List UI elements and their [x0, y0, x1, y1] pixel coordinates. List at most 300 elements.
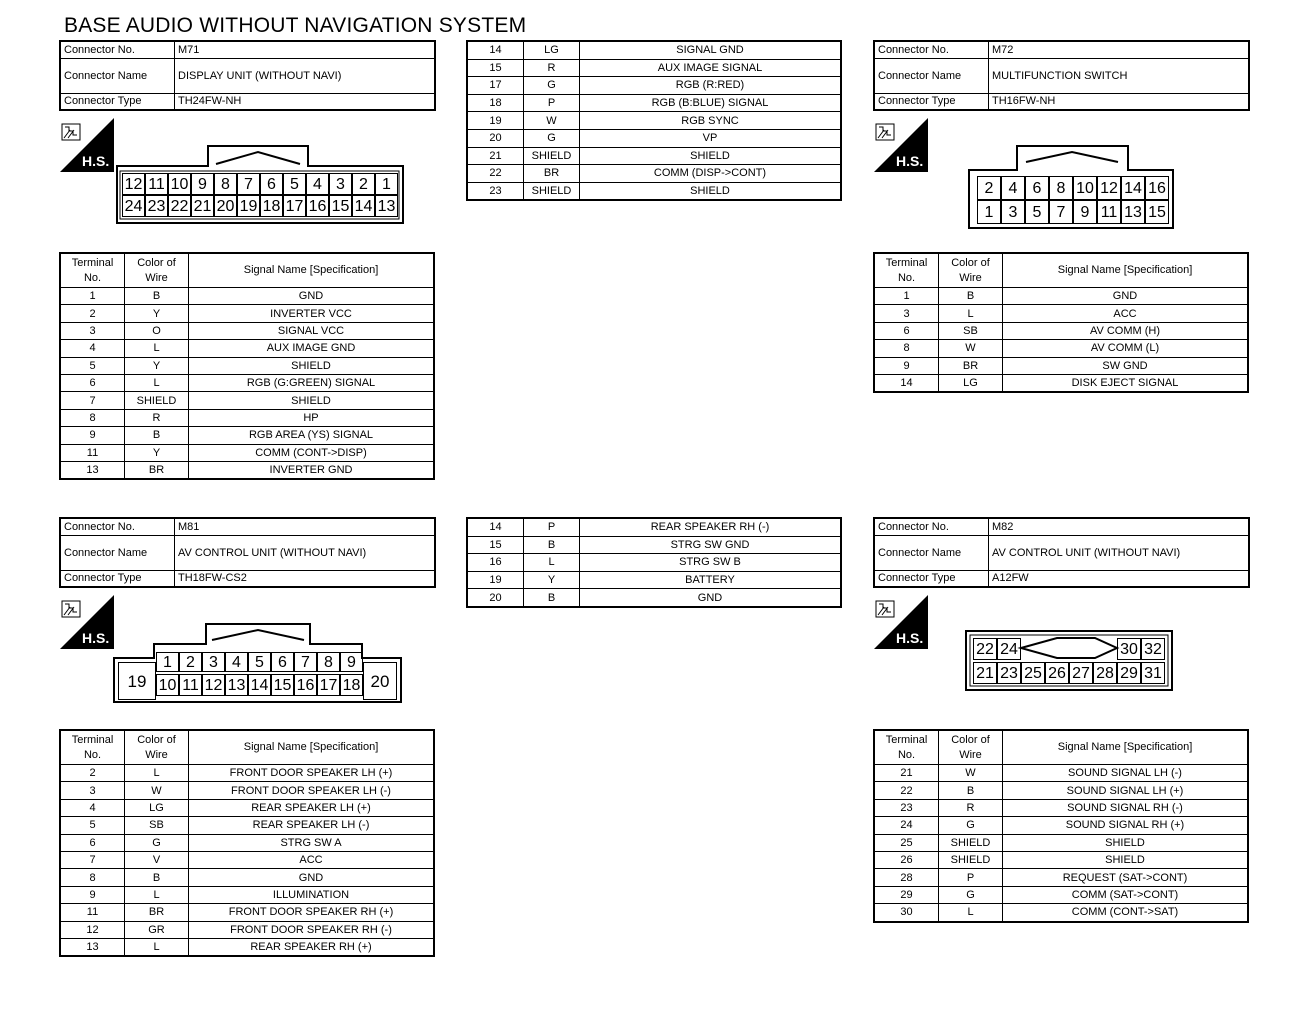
- signal-name-cell: COMM (CONT->DISP): [189, 444, 435, 461]
- signal-name-cell: HP: [189, 409, 435, 426]
- m72-signal-table: [873, 252, 1249, 393]
- wire-color-cell: L: [125, 765, 189, 782]
- table-header-row: [60, 253, 434, 288]
- connector-pin: 3: [1001, 200, 1025, 224]
- connector-pin: 19: [237, 195, 260, 217]
- m72-connector-info: [873, 40, 1250, 111]
- connector-pin: 20: [363, 662, 397, 700]
- connector-no-value: M71: [175, 41, 436, 58]
- wire-color-cell: B: [125, 427, 189, 444]
- signal-name-cell: INVERTER GND: [189, 461, 435, 479]
- wire-color-cell: L: [125, 374, 189, 391]
- signal-name-cell: STRG SW B: [580, 554, 842, 572]
- connector-pin: 28: [1093, 662, 1117, 684]
- m81-connector-info: [59, 517, 436, 588]
- table-row: [60, 444, 434, 461]
- wire-color-cell: G: [524, 77, 580, 95]
- signal-name-cell: GND: [189, 288, 435, 305]
- wire-color-cell: B: [125, 869, 189, 886]
- wire-color-cell: G: [939, 886, 1003, 903]
- terminal-no-cell: 12: [60, 921, 125, 938]
- terminal-no-cell: 15: [467, 59, 524, 77]
- table-row: [60, 340, 434, 357]
- table-row: [467, 41, 841, 59]
- connector-pin: 14: [1121, 176, 1145, 200]
- signal-name-header: Signal Name [Specification]: [189, 730, 435, 765]
- terminal-no-cell: 15: [467, 536, 524, 554]
- color-of-wire-header: Color of Wire: [125, 253, 189, 288]
- connector-pin: 5: [248, 652, 271, 672]
- terminal-no-cell: 3: [60, 782, 125, 799]
- signal-name-cell: GND: [189, 869, 435, 886]
- terminal-no-header: Terminal No.: [874, 253, 939, 288]
- terminal-no-cell: 16: [467, 554, 524, 572]
- connector-type-value: A12FW: [989, 570, 1250, 587]
- signal-name-cell: SW GND: [1003, 357, 1249, 374]
- wire-color-cell: L: [125, 886, 189, 903]
- terminal-no-cell: 22: [467, 165, 524, 183]
- connector-pin: 16: [1145, 176, 1169, 200]
- signal-name-cell: REAR SPEAKER LH (-): [189, 817, 435, 834]
- connector-pin: 7: [237, 173, 260, 195]
- signal-name-cell: STRG SW GND: [580, 536, 842, 554]
- signal-name-cell: FRONT DOOR SPEAKER LH (+): [189, 765, 435, 782]
- signal-name-cell: SIGNAL VCC: [189, 322, 435, 339]
- table-row: [60, 869, 434, 886]
- wire-color-cell: SB: [125, 817, 189, 834]
- signal-name-header: Signal Name [Specification]: [1003, 730, 1249, 765]
- wire-color-cell: SHIELD: [939, 834, 1003, 851]
- table-row: [60, 461, 434, 479]
- signal-name-cell: RGB AREA (YS) SIGNAL: [189, 427, 435, 444]
- wire-color-cell: B: [524, 589, 580, 607]
- terminal-no-cell: 13: [60, 461, 125, 479]
- connector-pin: 10: [156, 674, 179, 696]
- terminal-no-cell: 14: [874, 374, 939, 392]
- color-of-wire-header: Color of Wire: [125, 730, 189, 765]
- table-row: [60, 817, 434, 834]
- wire-color-cell: Y: [125, 357, 189, 374]
- terminal-no-cell: 6: [60, 834, 125, 851]
- terminal-no-cell: 22: [874, 782, 939, 799]
- connector-pin: 12: [202, 674, 225, 696]
- hs-label: H.S.: [82, 153, 110, 169]
- table-row: [874, 799, 1248, 816]
- connector-pin: 6: [271, 652, 294, 672]
- connector-pin: 4: [1001, 176, 1025, 200]
- connector-pin: 9: [191, 173, 214, 195]
- connector-pin: 5: [283, 173, 306, 195]
- connector-pin: 8: [1049, 176, 1073, 200]
- signal-name-cell: COMM (SAT->CONT): [1003, 886, 1249, 903]
- signal-name-cell: SIGNAL GND: [580, 41, 842, 59]
- table-row: [467, 536, 841, 554]
- wire-color-cell: L: [125, 938, 189, 956]
- signal-name-cell: SHIELD: [1003, 851, 1249, 868]
- table-row: [60, 409, 434, 426]
- harness-side-icon: [874, 595, 928, 649]
- wire-color-cell: O: [125, 322, 189, 339]
- signal-name-cell: FRONT DOOR SPEAKER RH (-): [189, 921, 435, 938]
- signal-name-cell: INVERTER VCC: [189, 305, 435, 322]
- table-row: [60, 921, 434, 938]
- signal-name-cell: AV COMM (L): [1003, 340, 1249, 357]
- connector-pin: 11: [179, 674, 202, 696]
- connector-pin: 14: [352, 195, 375, 217]
- signal-name-cell: AUX IMAGE SIGNAL: [580, 59, 842, 77]
- signal-name-cell: SOUND SIGNAL LH (-): [1003, 765, 1249, 782]
- connector-name-label: Connector Name: [60, 58, 175, 93]
- m82-signal-table: [873, 729, 1249, 923]
- connector-pin: 32: [1141, 638, 1165, 660]
- signal-name-cell: DISK EJECT SIGNAL: [1003, 374, 1249, 392]
- table-row: [60, 886, 434, 903]
- connector-pin: 24: [997, 638, 1021, 660]
- signal-name-cell: SHIELD: [580, 147, 842, 165]
- connector-pin: 7: [1049, 200, 1073, 224]
- terminal-no-header: Terminal No.: [874, 730, 939, 765]
- terminal-no-cell: 4: [60, 340, 125, 357]
- terminal-no-cell: 11: [60, 444, 125, 461]
- terminal-no-cell: 17: [467, 77, 524, 95]
- terminal-no-cell: 5: [60, 357, 125, 374]
- m82-connector-diagram: [965, 630, 1175, 692]
- table-row: [874, 765, 1248, 782]
- wire-color-cell: G: [125, 834, 189, 851]
- terminal-no-cell: 6: [874, 322, 939, 339]
- connector-pin: 6: [260, 173, 283, 195]
- connector-no-value: M81: [175, 518, 436, 535]
- signal-name-cell: STRG SW A: [189, 834, 435, 851]
- wire-color-cell: V: [125, 851, 189, 868]
- wire-color-cell: P: [524, 518, 580, 536]
- signal-name-cell: SHIELD: [580, 182, 842, 200]
- terminal-no-cell: 7: [60, 392, 125, 409]
- connector-pin: 1: [977, 200, 1001, 224]
- wire-color-cell: LG: [939, 374, 1003, 392]
- connector-pin: 15: [271, 674, 294, 696]
- signal-name-cell: GND: [580, 589, 842, 607]
- table-row: [874, 904, 1248, 922]
- harness-side-icon: [60, 118, 114, 172]
- connector-pin: 26: [1045, 662, 1069, 684]
- table-row: [60, 357, 434, 374]
- terminal-no-cell: 19: [467, 112, 524, 130]
- table-row: [60, 782, 434, 799]
- connector-pin: 2: [977, 176, 1001, 200]
- connector-pin: 1: [156, 652, 179, 672]
- wire-color-cell: R: [125, 409, 189, 426]
- signal-name-cell: RGB (R:RED): [580, 77, 842, 95]
- table-row: [467, 518, 841, 536]
- table-row: [60, 851, 434, 868]
- harness-side-icon: [874, 118, 928, 172]
- connector-pin: 23: [145, 195, 168, 217]
- connector-no-label: Connector No.: [60, 41, 175, 58]
- terminal-no-cell: 8: [60, 869, 125, 886]
- connector-no-value: M72: [989, 41, 1250, 58]
- table-row: [467, 129, 841, 147]
- connector-pin: 8: [317, 652, 340, 672]
- m82-connector-info: [873, 517, 1250, 588]
- connector-pin: 8: [214, 173, 237, 195]
- signal-name-cell: BATTERY: [580, 571, 842, 589]
- connector-name-label: Connector Name: [874, 58, 989, 93]
- connector-pin: 3: [202, 652, 225, 672]
- connector-pin: 4: [306, 173, 329, 195]
- table-header-row: [874, 253, 1248, 288]
- connector-pin: 23: [997, 662, 1021, 684]
- signal-name-cell: SHIELD: [189, 392, 435, 409]
- m72-connector-diagram: [968, 144, 1176, 230]
- terminal-no-cell: 28: [874, 869, 939, 886]
- m81-connector-diagram: [112, 622, 404, 704]
- signal-name-cell: SOUND SIGNAL RH (+): [1003, 817, 1249, 834]
- table-row: [874, 782, 1248, 799]
- table-row: [874, 886, 1248, 903]
- terminal-no-cell: 1: [874, 288, 939, 305]
- wire-color-cell: LG: [125, 799, 189, 816]
- table-row: [467, 165, 841, 183]
- signal-name-cell: ILLUMINATION: [189, 886, 435, 903]
- terminal-no-cell: 5: [60, 817, 125, 834]
- connector-pin: 10: [168, 173, 191, 195]
- table-row: [874, 851, 1248, 868]
- signal-name-cell: REAR SPEAKER RH (-): [580, 518, 842, 536]
- wire-color-cell: B: [939, 288, 1003, 305]
- signal-name-cell: RGB (G:GREEN) SIGNAL: [189, 374, 435, 391]
- signal-name-cell: FRONT DOOR SPEAKER LH (-): [189, 782, 435, 799]
- connector-pin: 15: [1145, 200, 1169, 224]
- connector-pin: 5: [1025, 200, 1049, 224]
- connector-pin: 9: [340, 652, 363, 672]
- connector-pin: 27: [1069, 662, 1093, 684]
- table-row: [874, 834, 1248, 851]
- connector-pin: 11: [1097, 200, 1121, 224]
- connector-pin: 10: [1073, 176, 1097, 200]
- m71-signal-table: [59, 252, 435, 480]
- connector-type-label: Connector Type: [60, 570, 175, 587]
- terminal-no-cell: 14: [467, 41, 524, 59]
- connector-name-value: MULTIFUNCTION SWITCH: [989, 58, 1250, 93]
- terminal-no-cell: 3: [874, 305, 939, 322]
- terminal-no-cell: 9: [874, 357, 939, 374]
- connector-pin: 17: [283, 195, 306, 217]
- signal-name-cell: RGB SYNC: [580, 112, 842, 130]
- signal-name-cell: COMM (DISP->CONT): [580, 165, 842, 183]
- terminal-no-cell: 3: [60, 322, 125, 339]
- connector-pin: 14: [248, 674, 271, 696]
- table-row: [467, 112, 841, 130]
- color-of-wire-header: Color of Wire: [939, 730, 1003, 765]
- m71-connector-diagram: [116, 144, 406, 224]
- connector-pin: 24: [122, 195, 145, 217]
- connector-pin: 16: [306, 195, 329, 217]
- wire-color-cell: B: [125, 288, 189, 305]
- connector-pin: 3: [329, 173, 352, 195]
- terminal-no-cell: 9: [60, 886, 125, 903]
- wire-color-cell: B: [524, 536, 580, 554]
- connector-pin: 20: [214, 195, 237, 217]
- connector-pin: 12: [122, 173, 145, 195]
- terminal-no-cell: 29: [874, 886, 939, 903]
- wire-color-cell: SHIELD: [524, 182, 580, 200]
- table-row: [60, 765, 434, 782]
- connector-name-value: DISPLAY UNIT (WITHOUT NAVI): [175, 58, 436, 93]
- connector-pin: 13: [225, 674, 248, 696]
- wire-color-cell: L: [125, 340, 189, 357]
- connector-pin: 11: [145, 173, 168, 195]
- wire-color-cell: W: [939, 765, 1003, 782]
- connector-no-label: Connector No.: [874, 41, 989, 58]
- signal-name-header: Signal Name [Specification]: [1003, 253, 1249, 288]
- wire-color-cell: BR: [939, 357, 1003, 374]
- wire-color-cell: SHIELD: [939, 851, 1003, 868]
- terminal-no-cell: 19: [467, 571, 524, 589]
- wire-color-cell: G: [939, 817, 1003, 834]
- wire-color-cell: BR: [125, 461, 189, 479]
- connector-pin: 1: [375, 173, 398, 195]
- terminal-no-cell: 25: [874, 834, 939, 851]
- wire-color-cell: Y: [524, 571, 580, 589]
- connector-pin: 22: [168, 195, 191, 217]
- table-row: [60, 374, 434, 391]
- table-row: [874, 288, 1248, 305]
- connector-pin: 15: [329, 195, 352, 217]
- connector-no-value: M82: [989, 518, 1250, 535]
- terminal-no-header: Terminal No.: [60, 730, 125, 765]
- wire-color-cell: BR: [524, 165, 580, 183]
- terminal-no-cell: 21: [467, 147, 524, 165]
- wire-color-cell: BR: [125, 904, 189, 921]
- connector-pin: 18: [260, 195, 283, 217]
- connector-pin: 30: [1117, 638, 1141, 660]
- table-header-row: [60, 730, 434, 765]
- wire-color-cell: GR: [125, 921, 189, 938]
- terminal-no-cell: 7: [60, 851, 125, 868]
- connector-name-label: Connector Name: [60, 535, 175, 570]
- wire-color-cell: SB: [939, 322, 1003, 339]
- table-row: [874, 305, 1248, 322]
- signal-name-cell: SOUND SIGNAL RH (-): [1003, 799, 1249, 816]
- wire-color-cell: SHIELD: [524, 147, 580, 165]
- m71-continued-table: [466, 40, 842, 201]
- signal-name-cell: ACC: [1003, 305, 1249, 322]
- signal-name-cell: FRONT DOOR SPEAKER RH (+): [189, 904, 435, 921]
- terminal-no-cell: 9: [60, 427, 125, 444]
- connector-type-label: Connector Type: [60, 93, 175, 110]
- wire-color-cell: P: [524, 94, 580, 112]
- terminal-no-cell: 24: [874, 817, 939, 834]
- table-row: [60, 322, 434, 339]
- table-row: [467, 77, 841, 95]
- connector-pin: 31: [1141, 662, 1165, 684]
- terminal-no-cell: 4: [60, 799, 125, 816]
- terminal-no-cell: 8: [60, 409, 125, 426]
- signal-name-cell: GND: [1003, 288, 1249, 305]
- signal-name-cell: VP: [580, 129, 842, 147]
- connector-pin: 29: [1117, 662, 1141, 684]
- signal-name-cell: SOUND SIGNAL LH (+): [1003, 782, 1249, 799]
- page-title: BASE AUDIO WITHOUT NAVIGATION SYSTEM: [64, 14, 527, 37]
- connector-name-value: AV CONTROL UNIT (WITHOUT NAVI): [989, 535, 1250, 570]
- signal-name-header: Signal Name [Specification]: [189, 253, 435, 288]
- terminal-no-cell: 2: [60, 305, 125, 322]
- terminal-no-cell: 30: [874, 904, 939, 922]
- table-row: [60, 799, 434, 816]
- connector-no-label: Connector No.: [60, 518, 175, 535]
- connector-pin: 21: [191, 195, 214, 217]
- signal-name-cell: ACC: [189, 851, 435, 868]
- table-row: [874, 322, 1248, 339]
- connector-pin: 18: [340, 674, 363, 696]
- table-row: [60, 305, 434, 322]
- table-row: [467, 147, 841, 165]
- wire-color-cell: L: [939, 904, 1003, 922]
- connector-type-label: Connector Type: [874, 570, 989, 587]
- connector-pin: 13: [375, 195, 398, 217]
- connector-pin: 16: [294, 674, 317, 696]
- connector-pin: 21: [973, 662, 997, 684]
- connector-name-value: AV CONTROL UNIT (WITHOUT NAVI): [175, 535, 436, 570]
- table-row: [467, 94, 841, 112]
- table-row: [467, 589, 841, 607]
- connector-type-label: Connector Type: [874, 93, 989, 110]
- connector-pin: 2: [179, 652, 202, 672]
- connector-pin: 13: [1121, 200, 1145, 224]
- wire-color-cell: R: [524, 59, 580, 77]
- table-row: [467, 571, 841, 589]
- connector-pin: 22: [973, 638, 997, 660]
- terminal-no-cell: 21: [874, 765, 939, 782]
- wire-color-cell: P: [939, 869, 1003, 886]
- signal-name-cell: REAR SPEAKER RH (+): [189, 938, 435, 956]
- m71-connector-info: [59, 40, 436, 111]
- harness-side-icon: [60, 595, 114, 649]
- table-row: [60, 288, 434, 305]
- connector-pin: 17: [317, 674, 340, 696]
- connector-pin: 12: [1097, 176, 1121, 200]
- wire-color-cell: G: [524, 129, 580, 147]
- terminal-no-cell: 13: [60, 938, 125, 956]
- signal-name-cell: RGB (B:BLUE) SIGNAL: [580, 94, 842, 112]
- table-row: [874, 374, 1248, 392]
- hs-label: H.S.: [896, 153, 924, 169]
- connector-type-value: TH24FW-NH: [175, 93, 436, 110]
- terminal-no-cell: 14: [467, 518, 524, 536]
- wire-color-cell: L: [524, 554, 580, 572]
- table-row: [874, 817, 1248, 834]
- connector-pin: 2: [352, 173, 375, 195]
- terminal-no-cell: 23: [467, 182, 524, 200]
- signal-name-cell: AV COMM (H): [1003, 322, 1249, 339]
- table-row: [60, 938, 434, 956]
- signal-name-cell: AUX IMAGE GND: [189, 340, 435, 357]
- wire-color-cell: R: [939, 799, 1003, 816]
- signal-name-cell: SHIELD: [1003, 834, 1249, 851]
- wire-color-cell: W: [939, 340, 1003, 357]
- hs-label: H.S.: [82, 630, 110, 646]
- table-row: [467, 59, 841, 77]
- terminal-no-cell: 1: [60, 288, 125, 305]
- wire-color-cell: L: [939, 305, 1003, 322]
- terminal-no-cell: 23: [874, 799, 939, 816]
- wire-color-cell: SHIELD: [125, 392, 189, 409]
- hs-label: H.S.: [896, 630, 924, 646]
- wire-color-cell: Y: [125, 444, 189, 461]
- connector-pin: 7: [294, 652, 317, 672]
- table-row: [467, 554, 841, 572]
